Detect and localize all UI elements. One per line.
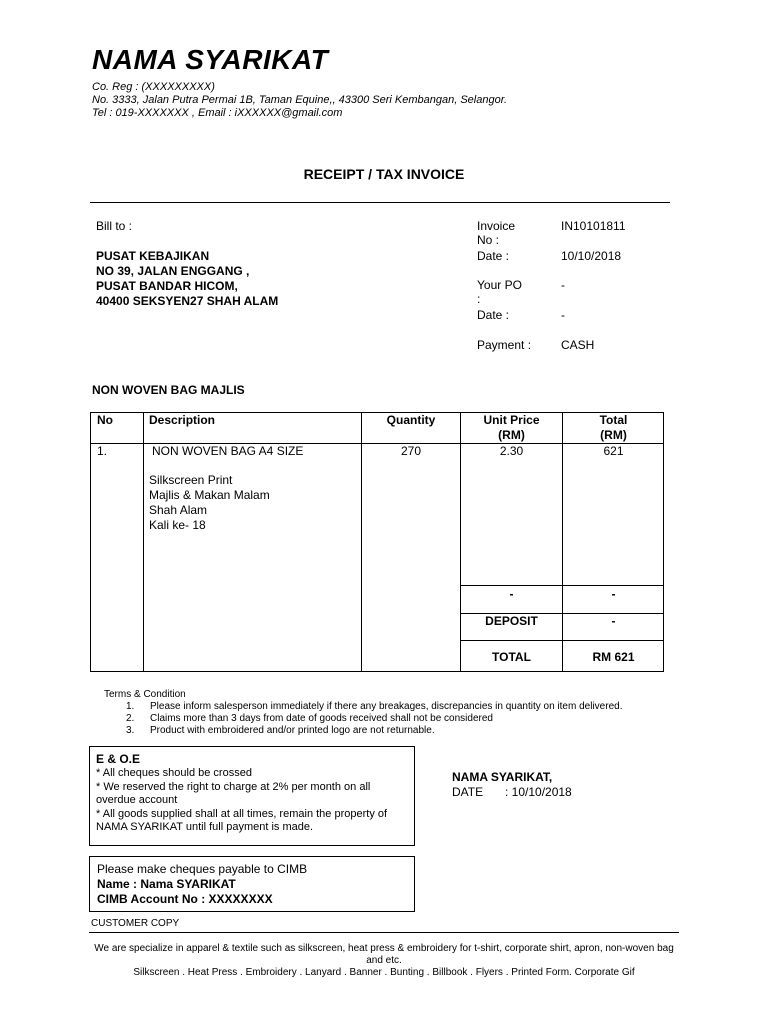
payment-label: Payment : <box>477 338 532 352</box>
eoe-line: * We reserved the right to charge at 2% per month on all overdue account <box>96 780 371 806</box>
summary-label: - <box>509 587 514 601</box>
po-date-value: - <box>561 308 565 322</box>
po-date-label: Date : <box>477 308 510 322</box>
your-po-label: Your PO : <box>477 278 522 306</box>
terms-item-text: Please inform salesperson immediately if there any breakages, discrepancies in quantity on item delivered. <box>150 701 623 712</box>
terms-item-text: Claims more than 3 days from date of goods received shall not be considered <box>150 713 493 724</box>
summary-value: - <box>611 587 616 601</box>
row-unit-price: 2.30 <box>499 444 524 458</box>
payment-account: CIMB Account No : XXXXXXXX <box>97 892 273 906</box>
table-col-divider <box>143 412 144 672</box>
bill-to-line: PUSAT BANDAR HICOM, <box>96 279 238 293</box>
row-description-detail: Kali ke- 18 <box>149 518 206 532</box>
footer-text: We are specialize in apparel & textile such as silkscreen, heat press & embroidery for t-shirt, corporate shirt, apron, non-woven bag and etc. <box>94 943 674 966</box>
signature-date-label: DATE <box>452 785 484 799</box>
date-label: Date : <box>477 249 510 263</box>
company-address: No. 3333, Jalan Putra Permai 1B, Taman Equine,, 43300 Seri Kembangan, Selangor. <box>92 94 508 106</box>
document-title: RECEIPT / TAX INVOICE <box>303 166 465 182</box>
header-no: No <box>97 413 113 427</box>
header-description: Description <box>149 413 216 427</box>
header-quantity: Quantity <box>386 413 436 427</box>
company-name: NAMA SYARIKAT <box>92 44 329 75</box>
date-value: 10/10/2018 <box>561 249 622 263</box>
your-po-value: - <box>561 278 565 292</box>
row-quantity: 270 <box>400 444 422 458</box>
row-description-detail: Majlis & Makan Malam <box>149 488 270 502</box>
company-contact: Tel : 019-XXXXXXX , Email : iXXXXXX@gmail.com <box>92 107 343 119</box>
header-unit-price-unit: (RM) <box>498 428 525 442</box>
bill-to-line: 40400 SEKSYEN27 SHAH ALAM <box>96 294 279 308</box>
terms-title: Terms & Condition <box>104 689 186 700</box>
title-divider <box>90 202 670 203</box>
footer-services: Silkscreen . Heat Press . Embroidery . Lanyard . Banner . Bunting . Billbook . Flyers . Printed Form. Corporate Gif <box>133 967 635 978</box>
section-title: NON WOVEN BAG MAJLIS <box>92 383 245 397</box>
total-value: RM 621 <box>592 650 635 664</box>
row-no: 1. <box>97 444 108 458</box>
signature-company: NAMA SYARIKAT, <box>452 770 553 784</box>
payment-instruction: Please make cheques payable to CIMB <box>97 862 308 876</box>
deposit-label: DEPOSIT <box>485 614 538 628</box>
row-total: 621 <box>603 444 624 458</box>
deposit-value: - <box>611 614 616 628</box>
company-reg: Co. Reg : (XXXXXXXXX) <box>92 81 215 93</box>
eoe-line: * All goods supplied shall at all times, remain the property of NAMA SYARIKAT until full payment is made. <box>96 807 388 833</box>
row-description-detail: Shah Alam <box>149 503 208 517</box>
eoe-text <box>96 767 406 835</box>
bill-to-line: PUSAT KEBAJIKAN <box>96 249 210 263</box>
terms-item-number: 1. <box>126 701 135 712</box>
header-total: Total <box>599 413 628 427</box>
invoice-no-label: Invoice No : <box>477 219 516 247</box>
eoe-title: E & O.E <box>96 752 141 766</box>
terms-item-number: 3. <box>126 725 135 736</box>
header-total-unit: (RM) <box>600 428 627 442</box>
terms-item-number: 2. <box>126 713 135 724</box>
signature-date-value: : 10/10/2018 <box>505 785 572 799</box>
row-description-detail: Silkscreen Print <box>149 473 233 487</box>
total-label: TOTAL <box>492 650 531 664</box>
invoice-no-value: IN10101811 <box>561 219 626 233</box>
bill-to-line: NO 39, JALAN ENGGANG , <box>96 264 250 278</box>
copy-label: CUSTOMER COPY <box>91 918 180 929</box>
bill-to-label: Bill to : <box>96 219 133 233</box>
footer-divider <box>89 932 679 933</box>
table-summary-divider <box>460 640 664 641</box>
payment-name: Name : Nama SYARIKAT <box>97 877 236 891</box>
terms-item-text: Product with embroidered and/or printed logo are not returnable. <box>150 725 435 736</box>
row-description: NON WOVEN BAG A4 SIZE <box>152 444 304 458</box>
header-unit-price: Unit Price <box>483 413 540 427</box>
payment-value: CASH <box>561 338 595 352</box>
table-summary-divider <box>460 585 664 586</box>
eoe-line: * All cheques should be crossed <box>96 767 252 779</box>
